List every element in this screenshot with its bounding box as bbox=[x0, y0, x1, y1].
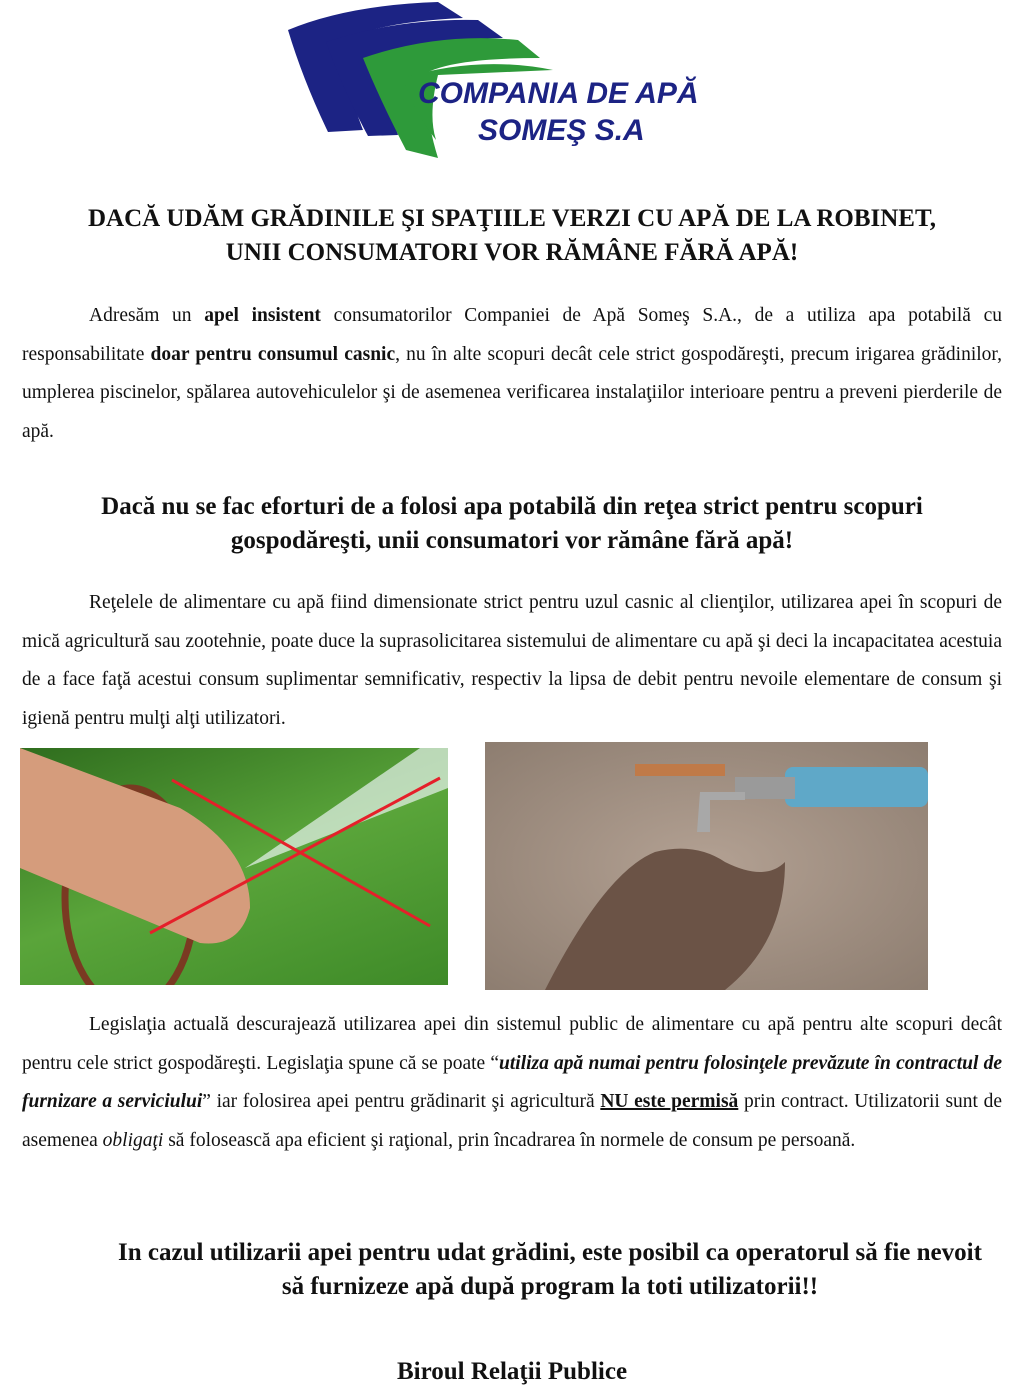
quoted-law-text: utiliza apă numai pentru folosinţele prevăzute în contractul de furnizare a serviciului bbox=[22, 1052, 1002, 1112]
logo-line2: SOMEŞ S.A bbox=[478, 114, 645, 147]
title-line2: UNII CONSUMATORI VOR RĂMÂNE FĂRĂ APĂ! bbox=[225, 239, 799, 266]
text: , nu în alte scopuri decât cele strict gospodăreşti, precum irigarea grădinilor, umplerea piscinelor, spălarea autovehiculelor şi de asemenea verificarea instalaţiilor interioare pentru a preveni pierderile de apă. bbox=[22, 343, 1002, 442]
bold-text: doar pentru consumul casnic bbox=[150, 343, 396, 365]
garden-hose-image bbox=[20, 748, 448, 985]
warning-heading bbox=[20, 490, 1004, 558]
paragraph-appeal bbox=[22, 297, 1002, 451]
heading-line1: Dacă nu se fac eforturi de a folosi apa potabilă din reţea strict pentru scopuri bbox=[101, 493, 923, 520]
company-logo bbox=[288, 0, 728, 162]
text: Adresăm un bbox=[89, 305, 205, 326]
italic-text: obligaţi bbox=[102, 1129, 164, 1151]
text: prin contract. Utilizatorii sunt de asemenea bbox=[22, 1091, 1003, 1151]
page-title bbox=[20, 202, 1004, 270]
heading-line2: gospodăreşti, unii consumatori vor rămâne fără apă! bbox=[230, 527, 794, 554]
text: ” iar folosirea apei pentru grădinarit şi agricultură bbox=[202, 1091, 601, 1112]
program-warning-heading bbox=[60, 1236, 1024, 1304]
signature: Biroul Relaţii Publice bbox=[396, 1358, 628, 1385]
emphasis-not-permitted: NU este permisă bbox=[600, 1091, 739, 1112]
logo-line1: COMPANIA DE APĂ bbox=[418, 77, 699, 110]
heading-line1: In cazul utilizarii apei pentru udat grădini, este posibil ca operatorul să fie nevoit bbox=[118, 1239, 982, 1266]
text: să folosească apa eficient şi raţional, prin încadrarea în normele de consum pe persoană. bbox=[163, 1129, 856, 1151]
title-line1: DACĂ UDĂM GRĂDINILE ŞI SPAŢIILE VERZI CU APĂ DE LA ROBINET, bbox=[87, 205, 937, 232]
heading-line2: să furnizeze apă după program la toti utilizatorii!! bbox=[281, 1273, 819, 1300]
dry-tap-hands-image bbox=[485, 742, 928, 990]
bold-text: apel insistent bbox=[204, 305, 321, 326]
text: Legislaţia actuală descurajează utilizarea apei din sistemul public de alimentare cu apă pentru alte scopuri decât pentru cele strict gospodăreşti. Legislaţia spune că se poate “ bbox=[22, 1014, 1002, 1074]
paragraph-networks: Reţelele de alimentare cu apă fiind dimensionate strict pentru uzul casnic al clienţilor, utilizarea apei în scopuri de mică agricultură sau zootehnie, poate duce la suprasolicitarea sistemului de alimentare cu apă şi deci la incapacitatea acestuia de a face faţă acestui consum suplimentar semnificativ, respectiv la lipsa de debit pentru nevoile elementare de consum şi igienă pentru mulţi alţi utilizatori. bbox=[22, 592, 1002, 729]
paragraph-legislation bbox=[22, 1006, 1002, 1160]
text: consumatorilor Companiei de Apă Someş S.A., de a utiliza apa potabilă cu responsabilitate bbox=[22, 305, 1002, 365]
